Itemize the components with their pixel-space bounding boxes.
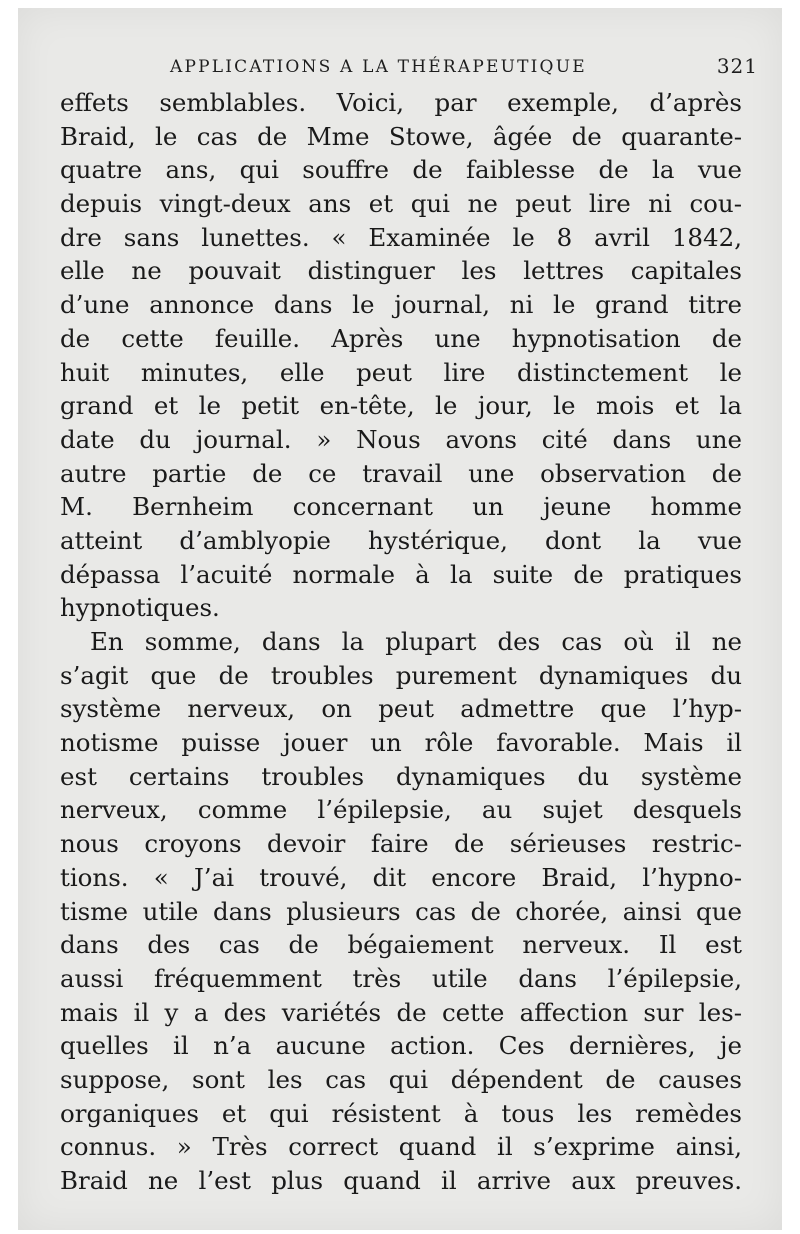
text-line: s’agit que de troubles purement dynamiques du — [60, 660, 742, 690]
text-line: Braid ne l’est plus quand il arrive aux preuves. — [60, 1166, 742, 1195]
text-line: connus. » Très correct quand il s’exprime ainsi, — [60, 1132, 742, 1162]
text-line: est certains troubles dynamiques du système — [60, 761, 742, 791]
text-line: dans des cas de bégaiement nerveux. Il est — [60, 930, 742, 960]
text-line: dre sans lunettes. « Examinée le 8 avril 1842, — [60, 222, 742, 252]
text-line: nerveux, comme l’épilepsie, au sujet desquels — [60, 795, 742, 825]
text-line: d’une annonce dans le journal, ni le grand titre — [60, 290, 742, 320]
text-line: notisme puisse jouer un rôle favorable. Mais il — [60, 728, 742, 758]
text-line: autre partie de ce travail une observation de — [60, 458, 742, 488]
text-line: tisme utile dans plusieurs cas de chorée, ainsi que — [60, 896, 742, 926]
running-title: APPLICATIONS A LA THÉRAPEUTIQUE — [170, 57, 587, 77]
text-line: nous croyons devoir faire de sérieuses restric- — [60, 829, 742, 859]
text-line: organiques et qui résistent à tous les remèdes — [60, 1098, 742, 1128]
text-line: grand et le petit en-tête, le jour, le mois et la — [60, 391, 742, 421]
paragraph-start-line: En somme, dans la plupart des cas où il ne — [90, 627, 742, 656]
text-line: système nerveux, on peut admettre que l’hyp- — [60, 694, 742, 724]
text-line: elle ne pouvait distinguer les lettres capitales — [60, 256, 742, 286]
text-line: atteint d’amblyopie hystérique, dont la vue — [60, 525, 742, 555]
paragraph-end-line: hypnotiques. — [60, 593, 220, 623]
text-line: huit minutes, elle peut lire distinctement le — [60, 357, 742, 387]
text-line: dépassa l’acuité normale à la suite de pratiques — [60, 559, 742, 589]
body-text — [60, 86, 742, 1198]
text-line: date du journal. » Nous avons cité dans une — [60, 424, 742, 454]
text-line: tions. « J’ai trouvé, dit encore Braid, l’hypno- — [60, 862, 742, 892]
text-line: M. Bernheim concernant un jeune homme — [60, 492, 742, 522]
text-line: Braid, le cas de Mme Stowe, âgée de quarante- — [60, 121, 742, 151]
text-line: quatre ans, qui souffre de faiblesse de la vue — [60, 155, 742, 185]
text-line: depuis vingt-deux ans et qui ne peut lire ni cou- — [60, 189, 742, 219]
text-line: mais il y a des variétés de cette affection sur les- — [60, 997, 742, 1027]
text-line: aussi fréquemment très utile dans l’épilepsie, — [60, 963, 742, 993]
page-number: 321 — [716, 54, 758, 78]
text-line: de cette feuille. Après une hypnotisation de — [60, 323, 742, 353]
text-line: suppose, sont les cas qui dépendent de causes — [60, 1064, 742, 1094]
text-line: quelles il n’a aucune action. Ces dernières, je — [60, 1031, 742, 1061]
text-line: effets semblables. Voici, par exemple, d’après — [60, 88, 742, 117]
page-header — [170, 54, 758, 84]
